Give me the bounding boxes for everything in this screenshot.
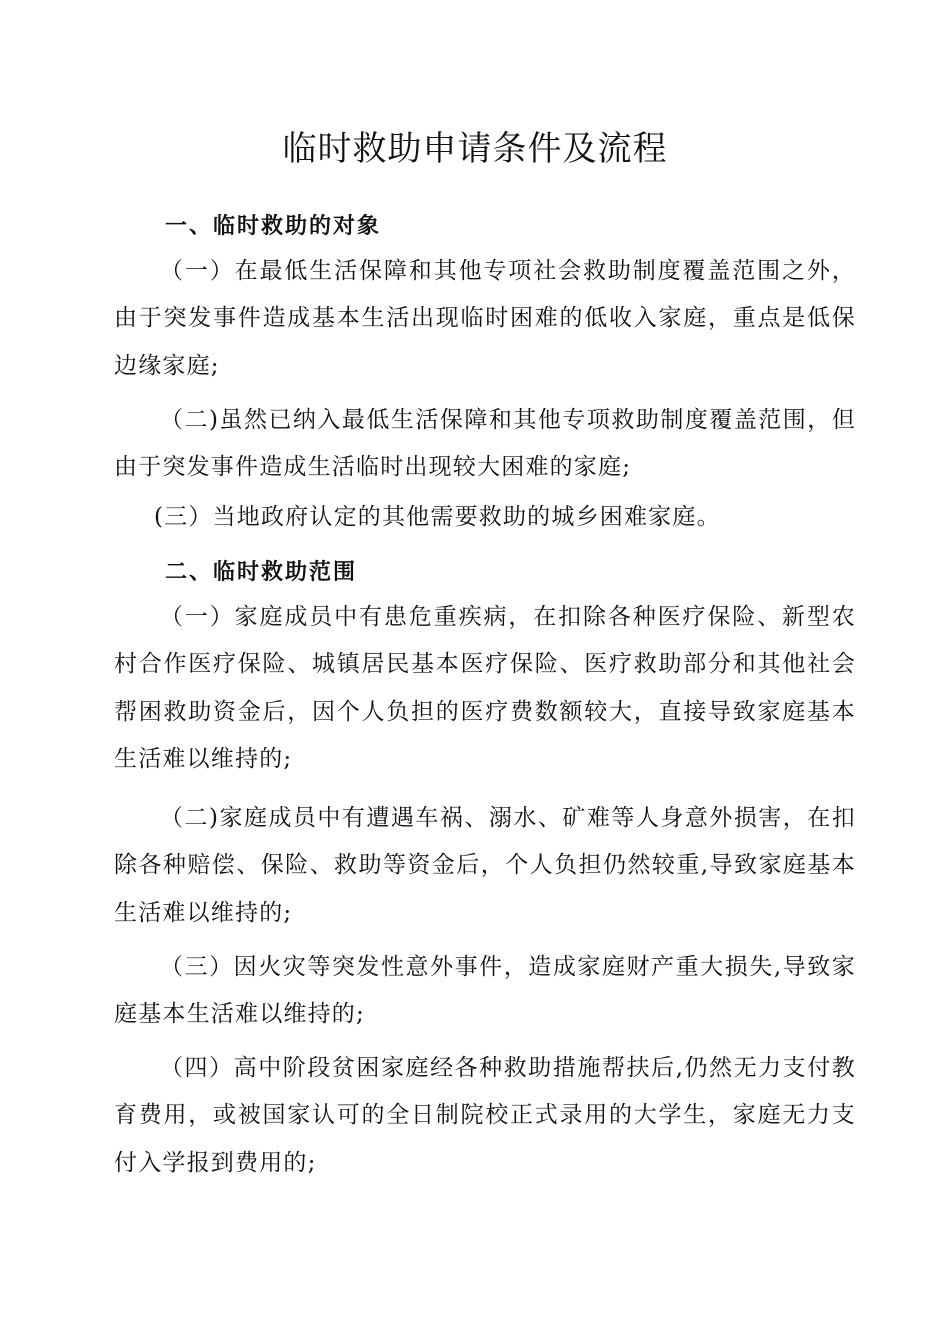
paragraph-1-1: （一）在最低生活保障和其他专项社会救助制度覆盖范围之外，由于突发事件造成基本生活出现临时困难的低收入家庭，重点是低保边缘家庭; [114,258,856,379]
section-heading-1: 一、临时救助的对象 [165,214,382,239]
document-title: 临时救助申请条件及流程 [282,129,668,169]
paragraph-1-2: （二)虽然已纳入最低生活保障和其他专项救助制度覆盖范围，但由于突发事件造成生活临时出现较大困难的家庭; [114,407,856,481]
paragraph-2-2: （二)家庭成员中有遭遇车祸、溺水、矿难等人身意外损害，在扣除各种赔偿、保险、救助等资金后，个人负担仍然较重,导致家庭基本生活难以维持的; [114,805,856,926]
section-heading-2: 二、临时救助范围 [165,560,358,585]
paragraph-2-4: （四）高中阶段贫困家庭经各种救助措施帮扶后,仍然无力支付教育费用，或被国家认可的全日制院校正式录用的大学生，家庭无力支付入学报到费用的; [114,1055,856,1176]
paragraph-2-1: （一）家庭成员中有患危重疾病，在扣除各种医疗保险、新型农村合作医疗保险、城镇居民基本医疗保险、医疗救助部分和其他社会帮困救助资金后，因个人负担的医疗费数额较大，直接导致家庭基本生活难以维持的; [114,604,856,773]
paragraph-1-3: (三）当地政府认定的其他需要救助的城乡困难家庭。 [154,504,721,530]
paragraph-2-3: （三）因火灾等突发性意外事件，造成家庭财产重大损失,导致家庭基本生活难以维持的; [114,954,856,1028]
